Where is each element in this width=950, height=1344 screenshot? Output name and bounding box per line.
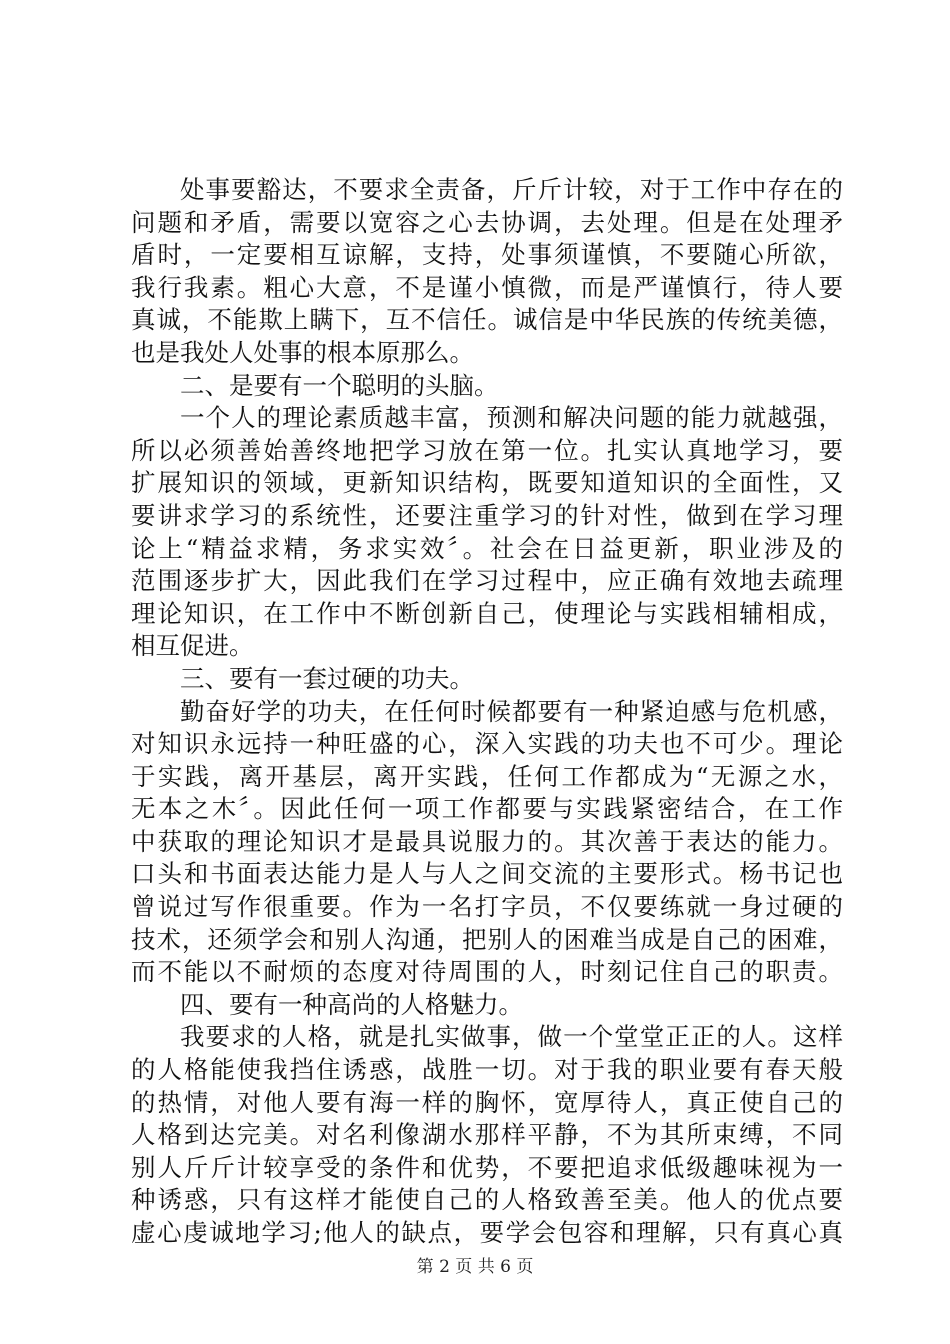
text-line: 我行我素。粗心大意，不是谨小慎微，而是严谨慎行，待人要 [131,272,843,302]
text-line: 三、要有一套过硬的功夫。 [180,663,474,693]
text-line: 人格到达完美。对名利像湖水那样平静，不为其所束缚，不同 [131,1120,843,1150]
text-line: 别人斤斤计较享受的条件和优势，不要把追求低级趣味视为一 [131,1152,843,1182]
text-line: 处事要豁达，不要求全责备，斤斤计较，对于工作中存在的 [180,175,843,204]
text-line: 中获取的理论知识才是最具说服力的。其次善于表达的能力。 [131,826,843,856]
page-number-footer: 第 2 页 共 6 页 [416,1257,534,1277]
text-line: 对知识永远持一种旺盛的心，深入实践的功夫也不可少。理论 [131,729,843,759]
text-line: 问题和矛盾，需要以宽容之心去协调，去处理。但是在处理矛 [131,207,843,237]
body-text [131,174,843,1250]
text-line: 理论知识，在工作中不断创新自己，使理论与实践相辅相成， [131,598,843,628]
text-line: 曾说过写作很重要。作为一名打字员，不仅要练就一身过硬的 [131,892,843,922]
text-line: 的人格能使我挡住诱惑，战胜一切。对于我的职业要有春天般 [131,1055,843,1085]
text-line: 所以必须善始善终地把学习放在第一位。扎实认真地学习，要 [131,435,843,465]
text-line: 于实践，离开基层，离开实践，任何工作都成为“无源之水， [131,761,843,791]
text-line: 一个人的理论素质越丰富，预测和解决问题的能力就越强， [180,403,843,433]
text-line: 扩展知识的领域，更新知识结构，既要知道知识的全面性，又 [131,468,843,498]
text-line: 要讲求学习的系统性，还要注重学习的针对性，做到在学习理 [131,500,843,530]
text-line: 技术，还须学会和别人沟通，把别人的困难当成是自己的困难， [131,924,843,954]
text-line: 四、要有一种高尚的人格魅力。 [180,989,523,1019]
text-line: 论上“精益求精，务求实效〞。社会在日益更新，职业涉及的 [131,533,843,563]
text-line: 口头和书面表达能力是人与人之间交流的主要形式。杨书记也 [131,859,843,889]
text-line: 虚心虔诚地学习;他人的缺点，要学会包容和理解，只有真心真 [131,1218,843,1247]
text-line: 盾时，一定要相互谅解，支持，处事须谨慎，不要随心所欲， [131,240,843,270]
text-line: 勤奋好学的功夫，在任何时候都要有一种紧迫感与危机感， [180,696,843,726]
text-line: 也是我处人处事的根本原那么。 [131,337,474,367]
text-line: 我要求的人格，就是扎实做事，做一个堂堂正正的人。这样 [180,1022,843,1052]
text-line: 二、是要有一个聪明的头脑。 [180,370,499,400]
text-line: 范围逐步扩大，因此我们在学习过程中，应正确有效地去疏理 [131,566,843,596]
text-line: 无本之木〞。因此任何一项工作都要与实践紧密结合，在工作 [131,794,843,824]
text-line: 种诱惑，只有这样才能使自己的人格致善至美。他人的优点要 [131,1185,843,1215]
text-line: 真诚，不能欺上瞒下，互不信任。诚信是中华民族的传统美德， [131,305,843,335]
text-line: 的热情，对他人要有海一样的胸怀，宽厚待人，真正使自己的 [131,1087,843,1117]
text-line: 而不能以不耐烦的态度对待周围的人，时刻记住自己的职责。 [131,957,843,987]
text-line: 相互促进。 [131,631,254,661]
